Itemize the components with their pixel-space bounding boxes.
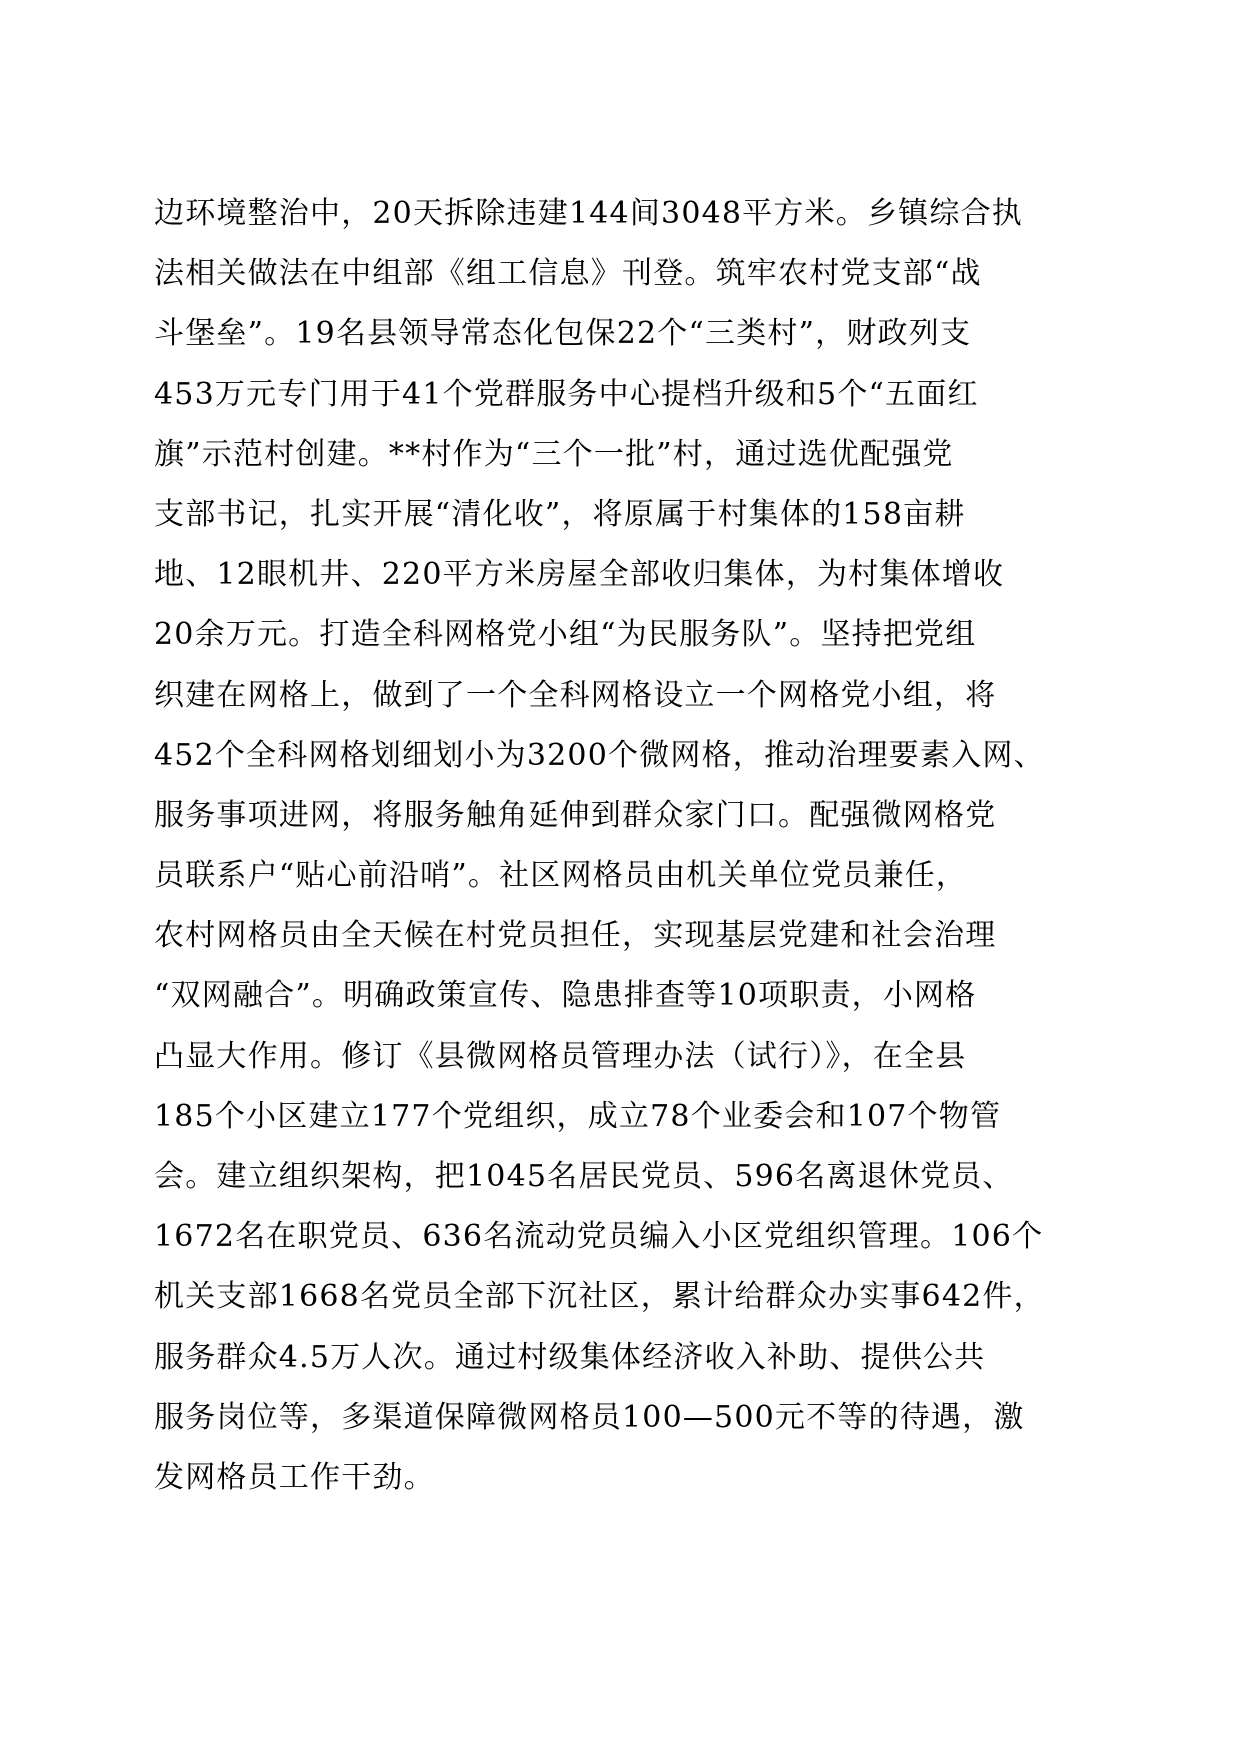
text-line: 185个小区建立177个党组织，成立78个业委会和107个物管: [154, 1098, 1002, 1134]
text-line: 旗”示范村创建。**村作为“三个一批”村，通过选优配强党: [154, 436, 954, 472]
text-line: 452个全科网格划细划小为3200个微网格，推动治理要素入网、: [154, 737, 1045, 773]
text-line: 法相关做法在中组部《组工信息》刊登。筑牢农村党支部“战: [154, 256, 982, 292]
text-line: 机关支部1668名党员全部下沉社区，累计给群众办实事642件，: [154, 1279, 1045, 1315]
text-line: 支部书记，扎实开展“清化收”，将原属于村集体的158亩耕: [154, 496, 966, 532]
text-line: 织建在网格上，做到了一个全科网格设立一个网格党小组，将: [154, 677, 997, 713]
text-line: 斗堡垒”。19名县领导常态化包保22个“三类村”，财政列支: [154, 316, 972, 352]
text-line: 凸显大作用。修订《县微网格员管理办法（试行）》，在全县: [154, 1038, 967, 1074]
text-line: 发网格员工作干劲。: [154, 1459, 435, 1495]
text-line: 20余万元。打造全科网格党小组“为民服务队”。坚持把党组: [154, 617, 977, 653]
text-line: 453万元专门用于41个党群服务中心提档升级和5个“五面红: [154, 376, 979, 412]
text-line: 农村网格员由全天候在村党员担任，实现基层党建和社会治理: [154, 918, 997, 954]
text-line: 会。建立组织架构，把1045名居民党员、596名离退休党员、: [154, 1159, 1014, 1194]
text-line: 服务岗位等，多渠道保障微网格员100—500元不等的待遇，激: [154, 1399, 1025, 1435]
text-line: 服务事项进网，将服务触角延伸到群众家门口。配强微网格党: [154, 797, 997, 833]
text-line: 地、12眼机井、220平方米房屋全部收归集体，为村集体增收: [154, 557, 1005, 593]
text-line: 服务群众4.5万人次。通过村级集体经济收入补助、提供公共: [154, 1339, 986, 1375]
text-line: 1672名在职党员、636名流动党员编入小区党组织管理。106个: [154, 1219, 1044, 1255]
text-line: “双网融合”。明确政策宣传、隐患排查等10项职责，小网格: [154, 978, 977, 1014]
text-line: 边环境整治中，20天拆除违建144间3048平方米。乡镇综合执: [154, 196, 1023, 231]
text-line: 员联系户“贴心前沿哨”。社区网格员由机关单位党员兼任，: [154, 858, 968, 894]
body-paragraph: [154, 184, 1094, 1508]
